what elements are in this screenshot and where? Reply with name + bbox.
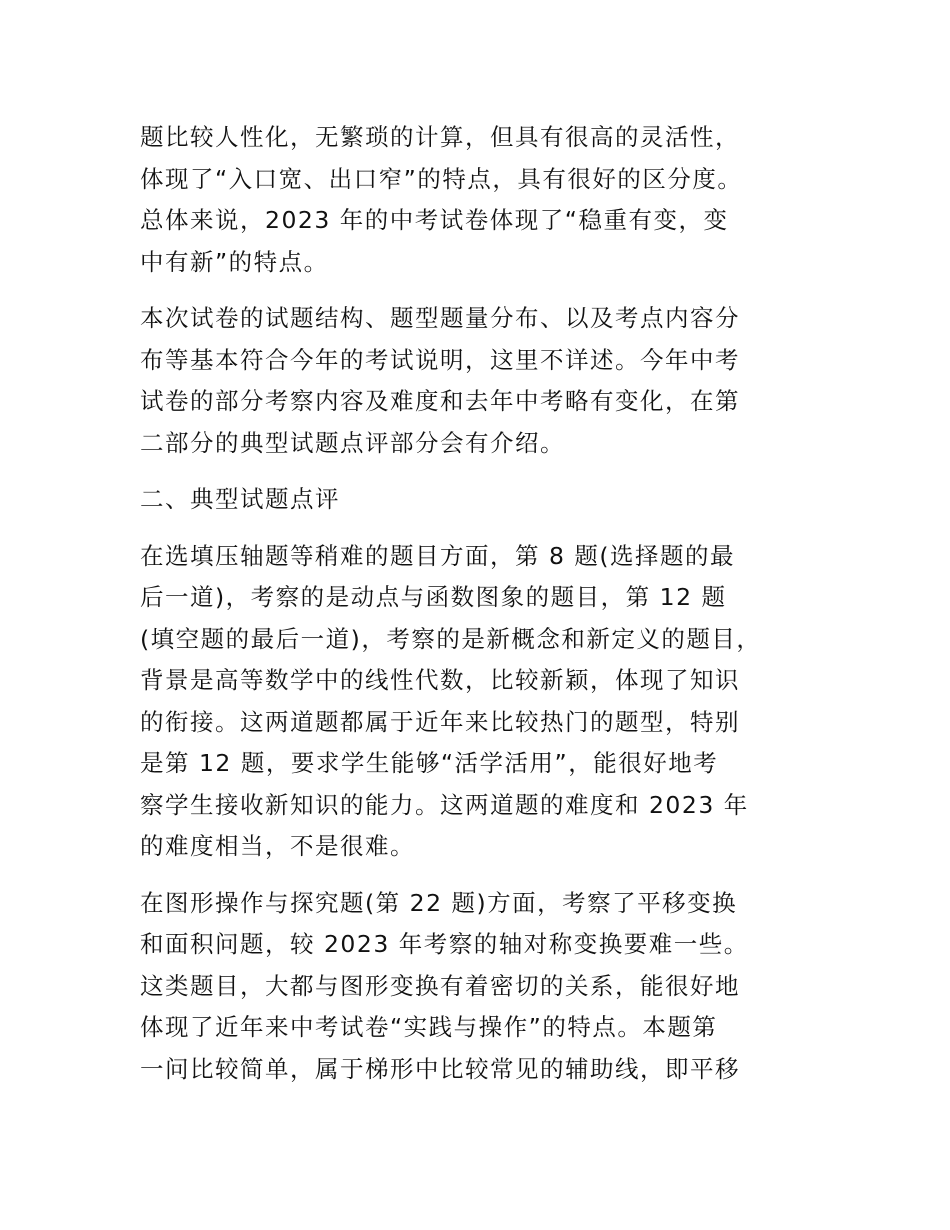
text-line: 题比较人性化，无繁琐的计算，但具有很高的灵活性， (140, 123, 740, 151)
text-line: 总体来说，2023 年的中考试卷体现了“稳重有变，变 (140, 206, 729, 234)
text-line: 中有新”的特点。 (140, 247, 329, 276)
text-line: 在选填压轴题等稍难的题目方面，第 8 题(选择题的最 (140, 541, 736, 570)
text-line: 在图形操作与探究题(第 22 题)方面，考察了平移变换 (140, 888, 738, 917)
section-heading (140, 479, 830, 521)
text-line: 二部分的典型试题点评部分会有介绍。 (140, 428, 565, 457)
paragraph-fill-choice (140, 536, 830, 868)
paragraph-structure (140, 298, 830, 464)
heading-line: 二、典型试题点评 (140, 485, 340, 513)
text-line: 和面积问题，较 2023 年考察的轴对称变换要难一些。 (140, 930, 749, 958)
text-line: 是第 12 题，要求学生能够“活学活用”，能很好地考 (140, 749, 719, 777)
text-line: 的衔接。这两道题都属于近年来比较热门的题型，特别 (140, 707, 740, 736)
text-line: 一问比较简单，属于梯形中比较常见的辅助线，即平移 (140, 1054, 740, 1083)
text-line: (填空题的最后一道)，考察的是新概念和新定义的题目， (140, 624, 762, 653)
text-line: 察学生接收新知识的能力。这两道题的难度和 2023 年 (140, 790, 749, 819)
text-line: 试卷的部分考察内容及难度和去年中考略有变化，在第 (140, 387, 740, 415)
paragraph-graphics (140, 883, 830, 1091)
text-line: 后一道)，考察的是动点与函数图象的题目，第 12 题 (140, 583, 727, 611)
text-line: 本次试卷的试题结构、题型题量分布、以及考点内容分 (140, 304, 740, 332)
paragraph-summary (140, 117, 830, 283)
document-body (140, 117, 830, 1105)
text-line: 的难度相当，不是很难。 (140, 832, 415, 860)
text-line: 这类题目，大都与图形变换有着密切的关系，能很好地 (140, 971, 740, 1000)
text-line: 布等基本符合今年的考试说明，这里不详述。今年中考 (140, 345, 740, 374)
text-line: 体现了“入口宽、出口窄”的特点，具有很好的区分度。 (140, 164, 743, 193)
text-line: 背景是高等数学中的线性代数，比较新颖，体现了知识 (140, 666, 740, 694)
text-line: 体现了近年来中考试卷“实践与操作”的特点。本题第 (140, 1013, 718, 1041)
